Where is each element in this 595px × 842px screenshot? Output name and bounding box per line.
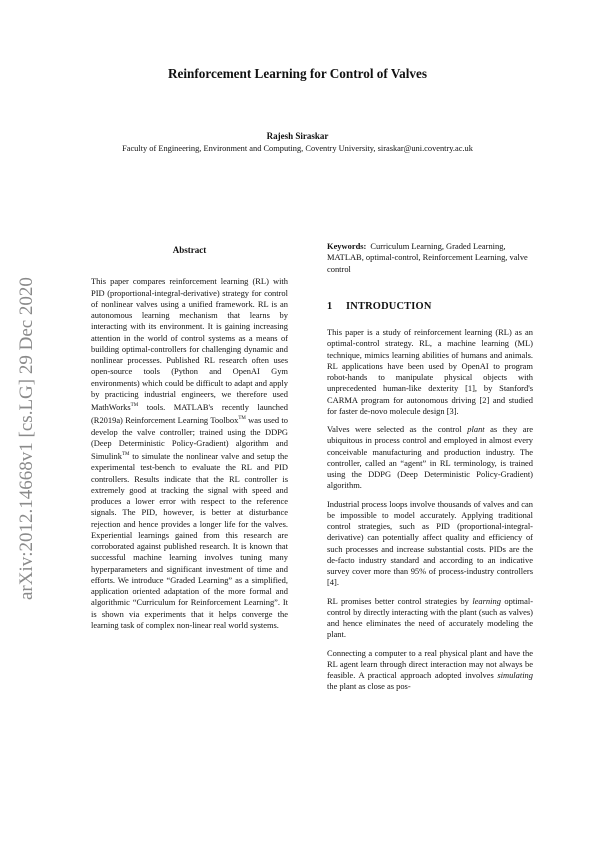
abstract-text-part: to simulate the nonlinear valve and setup the experimental test-bench to evaluate the RL and PID controllers. Results indicate that the RL controller is extremely good at tracking the signal with speed and produces a lower error with respect to the reference signals. The PID, however, is better at disturbance rejection and hence provides a longer life for the valves. Experiential learnings gained from this research are corroborated against published research. It is known that successful machine learning involves tuning many hyperparameters and significant investment of time and efforts. We introduce “Graded Learning” as a simplified, application oriented adaptation of the more formal and algorithmic “Curriculum for Reinforcement Learning”. It is shown via experiments that it helps converge the learning task of complex non-linear real world systems. xyxy=(91,451,288,630)
intro-paragraph xyxy=(327,424,533,492)
section-number: 1 xyxy=(327,300,333,312)
text-run: the plant as close as pos- xyxy=(327,681,411,692)
section-heading xyxy=(327,301,533,312)
abstract-text-part: tools. MATLAB's recently launched (R2019a) Reinforcement Learning Toolbox xyxy=(91,402,288,426)
abstract-text xyxy=(91,276,288,631)
emphasis: learning xyxy=(472,595,501,606)
intro-column xyxy=(327,241,533,700)
intro-paragraph: This paper is a study of reinforcement learning (RL) as an optimal-control strategy. RL, a machine learning (ML) technique, mimics learning abilities of humans and animals. RL applications have been used by OpenAI to program robot-hands to manipulate physical objects with unprecedented human-like dexterity [1], by Stanford's CARMA program for autonomous driving [2] and studied for faster de-novo molecule design [3]. xyxy=(327,327,533,416)
abstract-heading: Abstract xyxy=(172,245,207,255)
text-run: optimal-control by directly interacting with the plant (such as valves) and hence eliminates the need of accurately modeling the plant. xyxy=(327,595,534,640)
abstract-column xyxy=(91,245,288,631)
emphasis: simulating xyxy=(497,670,533,680)
intro-paragraph xyxy=(327,596,533,641)
intro-paragraph: Industrial process loops involve thousands of valves and can be impossible to model accurately. Applying traditional control strategies, such as PID (proportional-integral-derivative) can potentially affect quality and efficiency of such processes and increase substantial costs. PIDs are the de-facto industry standard and according to an indicative survey cover more than 95% of process-industry controllers [4]. xyxy=(327,498,533,588)
text-run: as they are ubiquitous in process control and employed in almost every conceivable manufacturing and production industry. The controller, called an “agent” in RL terminology, is trained using the DDPG (Deep Deterministic Policy-Gradient) algorithm. xyxy=(327,424,534,491)
paper-title: Reinforcement Learning for Control of Valves xyxy=(168,66,427,81)
trademark-mark: TM xyxy=(121,452,130,457)
section-title: INTRODUCTION xyxy=(346,300,432,312)
trademark-mark: TM xyxy=(130,403,139,408)
author-name: Rajesh Siraskar xyxy=(266,131,329,141)
keywords-label: Keywords: xyxy=(327,241,367,251)
arxiv-stamp xyxy=(4,262,44,602)
author-affiliation: Faculty of Engineering, Environment and Computing, Coventry University, siraskar@uni.coventry.ac.uk xyxy=(122,144,473,153)
intro-paragraph xyxy=(327,648,533,693)
abstract-text-part: This paper compares reinforcement learning (RL) with PID (proportional-integral-derivative) strategy for control of nonlinear valves using a unified framework. RL is an autonomous learning mechanism that learns by interacting with its environment. It is gaining increasing attention in the world of control systems as a means of building optimal-controllers for challenging dynamic and nonlinear processes. Published RL research often uses open-source tools (Python and OpenAI Gym environments) which could be difficult to adapt and apply by practicing industrial engineers, we therefore used MathWorks xyxy=(91,276,288,412)
arxiv-stamp-text: arXiv:2012.14668v1 [cs.LG] 29 Dec 2020 xyxy=(16,277,37,600)
text-run: RL promises better control strategies by xyxy=(327,595,473,606)
trademark-mark: TM xyxy=(238,416,246,422)
text-run: Connecting a computer to a real physical plant and have the RL agent learn through direct interaction may not always be feasible. A practical approach adopted involves xyxy=(327,647,533,680)
emphasis: plant xyxy=(467,424,485,434)
abstract-text-part: was used to develop the valve controller; trained using the DDPG (Deep Deterministic Policy-Gradient) algorithm and Simulink xyxy=(91,415,288,461)
text-run: Valves were selected as the control xyxy=(327,424,468,434)
keywords xyxy=(327,241,533,275)
keywords-text: Curriculum Learning, Graded Learning, MATLAB, optimal-control, Reinforcement Learning, valve control xyxy=(327,241,528,274)
